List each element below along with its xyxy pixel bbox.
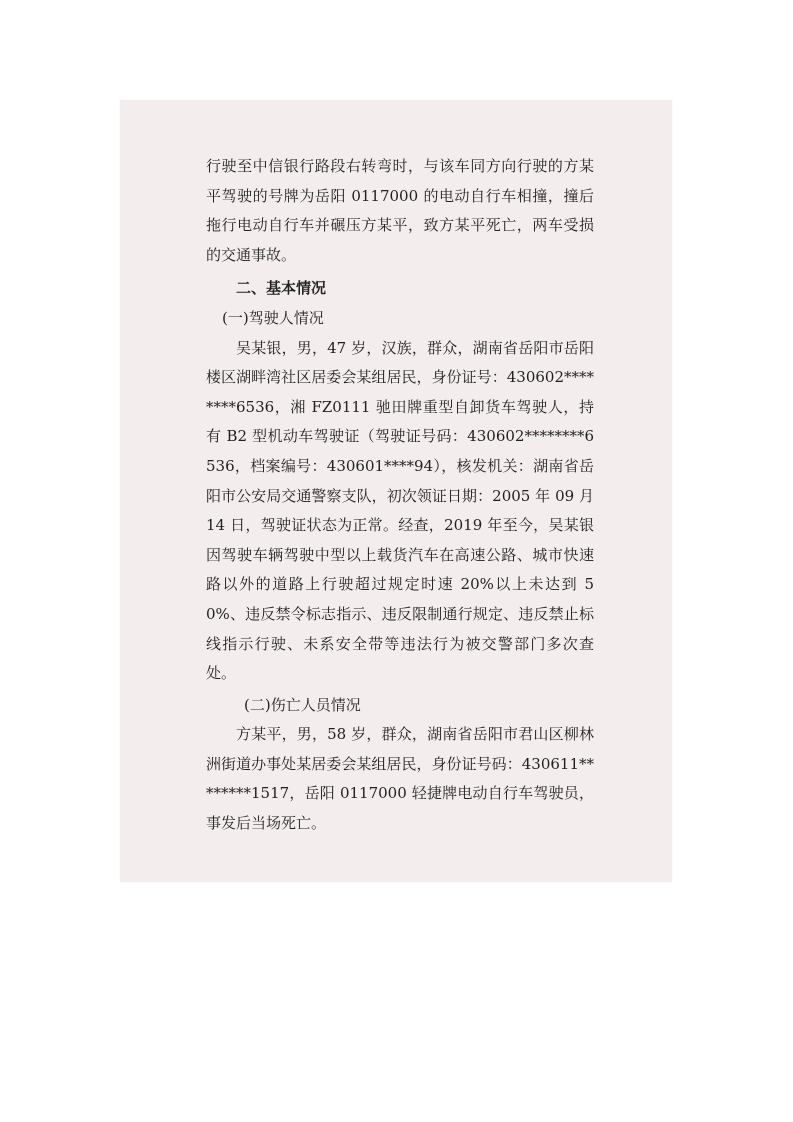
section-heading: 二、基本情况 <box>236 279 327 298</box>
driver-info-paragraph: 吴某银，男，47 岁，汉族，群众，湖南省岳阳市岳阳楼区湖畔湾社区居委会某组居民，身份证号：430602********6536，湘 FZ0111 驰田牌重型自卸货车驾驶人，持有 B2 型机动车驾驶证（驾驶证号码：430602********6536，档案编号：430601****94），核发机关：湖南省岳阳市公安局交通警察支队，初次领证日期：2005 年 09 月 14 日，驾驶证状态为正常。经查，2019 年至今，吴某银因驾驶车辆驾驶中型以上载货汽车在高速公路、城市快速路以外的道路上行驶超过规定时速 20%以上未达到 50%、违反禁令标志指示、违反限制通行规定、违反禁止标线指示行驶、未系安全带等违法行为被交警部门多次查处。 <box>206 338 594 683</box>
document-content <box>206 152 594 839</box>
intro-paragraph: 行驶至中信银行路段右转弯时，与该车同方向行驶的方某平驾驶的号牌为岳阳 0117000 的电动自行车相撞，撞后拖行电动自行车并碾压方某平，致方某平死亡，两车受损的交通事故。 <box>206 157 594 264</box>
subsection-2-heading: (二)伤亡人员情况 <box>244 695 361 714</box>
subsection-1-heading: (一)驾驶人情况 <box>222 308 324 327</box>
document-page <box>120 100 672 882</box>
casualty-info-paragraph: 方某平，男，58 岁，群众，湖南省岳阳市君山区柳林洲街道办事处某居委会某组居民，身份证号码：430611********1517，岳阳 0117000 轻捷牌电动自行车驾驶员，事发后当场死亡。 <box>206 725 594 833</box>
